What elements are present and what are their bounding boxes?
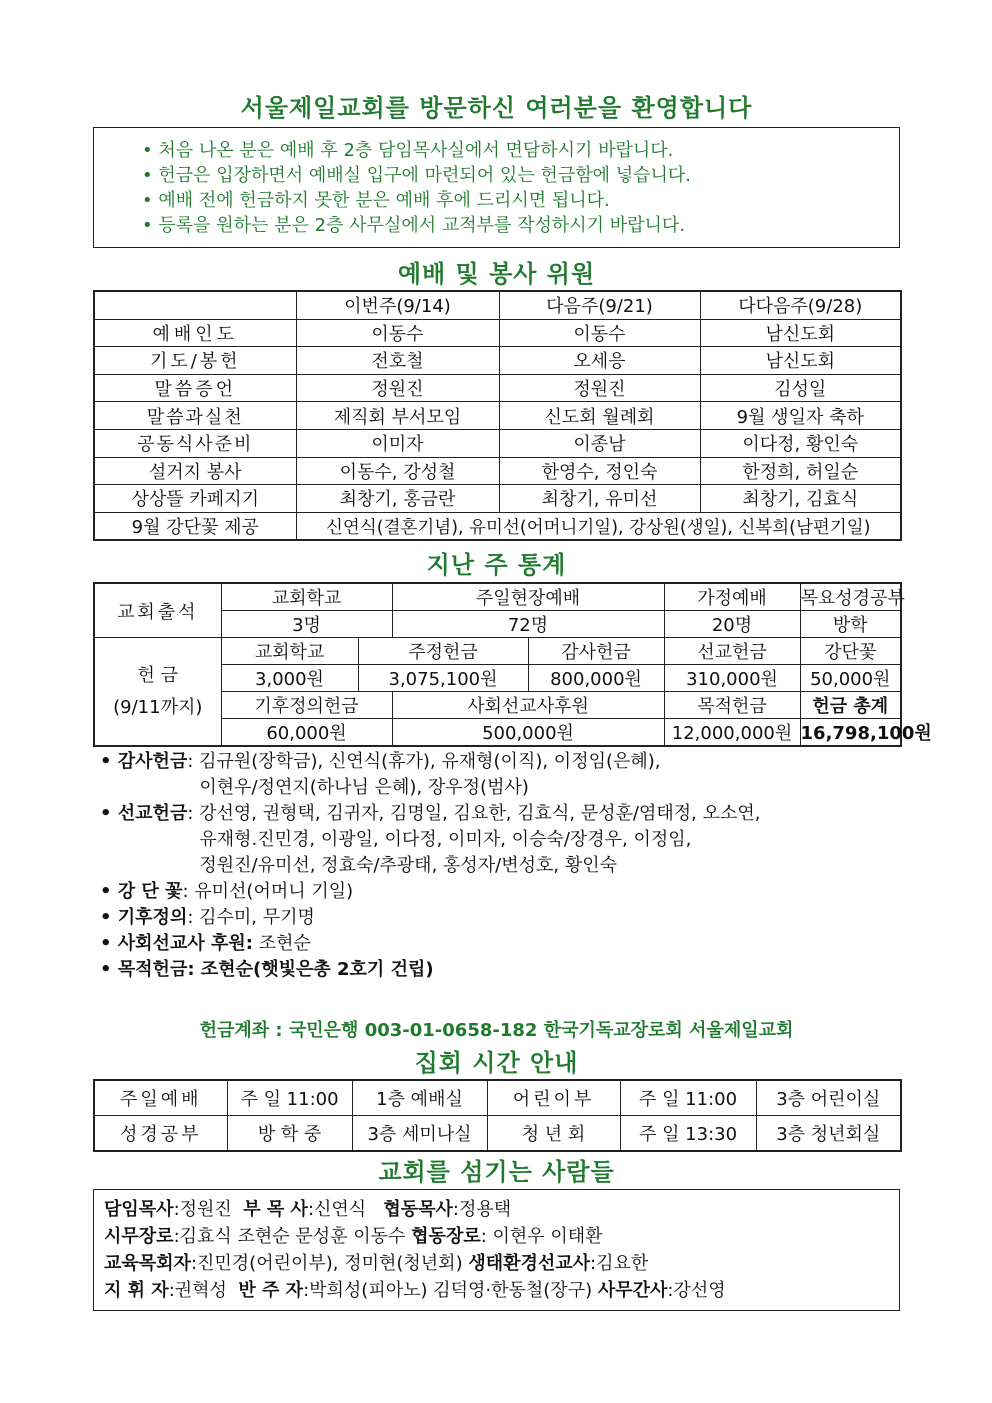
cell: 신도회 월례회 — [499, 402, 700, 430]
welcome-list — [94, 128, 899, 238]
row-label: 공동식사준비 — [94, 429, 296, 457]
cell: 한정희, 허일순 — [700, 457, 901, 485]
note-thanks: • 감사헌금 : 김규원(장학금), 신연식(휴가), 유재형(이직), 이정임(은혜), 이현우/정연지(하나님 은혜), 장우정(범사) — [100, 749, 900, 801]
header-cell: 다음주(9/21) — [499, 291, 700, 319]
staff-names: :권혁성 — [168, 1280, 239, 1301]
staff-line — [104, 1250, 899, 1277]
service-title: 예배 및 봉사 위원 — [397, 260, 596, 288]
cell: 3층 세미나실 — [352, 1116, 487, 1152]
note-flower: • 강 단 꽃 : 유미선(어머니 기일) — [100, 879, 900, 905]
header-cell: 강단꽃 — [800, 638, 901, 665]
table-row — [94, 457, 901, 485]
cell: 800,000원 — [528, 665, 664, 692]
staff-role: 교육목회자 — [104, 1253, 191, 1274]
staff-names: : 이현우 이태환 — [480, 1226, 603, 1247]
staff-role: 협동장로 — [411, 1226, 481, 1247]
header-cell: 사회선교사후원 — [392, 692, 664, 719]
meeting-table — [93, 1079, 902, 1152]
cell: 이동수 — [499, 319, 700, 347]
stats-table — [93, 582, 932, 747]
table-row — [94, 402, 901, 430]
header-cell: 감사헌금 — [528, 638, 664, 665]
cell: 이미자 — [296, 429, 499, 457]
cell: 남신도회 — [700, 347, 901, 375]
welcome-item: • 등록을 원하는 분은 2층 사무실에서 교적부를 작성하시기 바랍니다. — [142, 213, 899, 238]
cell: 3층 청년회실 — [756, 1116, 901, 1152]
staff-line — [104, 1196, 899, 1223]
table-row — [94, 1116, 901, 1152]
cell: 3,075,100원 — [358, 665, 528, 692]
staff-names: :강선영 — [667, 1280, 726, 1301]
staff-role: 생태환경선교사 — [468, 1253, 591, 1274]
row-label: 예배인도 — [94, 319, 296, 347]
note-text: : 김수미, 무기명 — [187, 907, 315, 928]
offering-notes — [100, 749, 900, 983]
cell: 50,000원 — [800, 665, 901, 692]
table-row — [94, 374, 901, 402]
table-row — [94, 485, 901, 513]
attendance-label: 교회출석 — [94, 583, 221, 638]
account-info: 헌금계좌 : 국민은행 003-01-0658-182 한국기독교장로회 서울제일교회 — [199, 1020, 794, 1041]
staff-role: 부 목 사 — [243, 1199, 308, 1220]
note-text: 조현순(햇빛은총 2호기 건립) — [194, 959, 434, 980]
row-label: 설거지 봉사 — [94, 457, 296, 485]
header-cell: 기후정의헌금 — [221, 692, 392, 719]
staff-names: :김요한 — [590, 1253, 649, 1274]
header-cell: 선교헌금 — [664, 638, 800, 665]
header-cell: 가정예배 — [664, 583, 800, 611]
table-row — [94, 512, 901, 540]
note-label: 목적헌금: — [117, 959, 195, 980]
staff-role: 사무간사 — [597, 1280, 668, 1301]
cell: 9월 생일자 축하 — [700, 402, 901, 430]
cell: 김성일 — [700, 374, 901, 402]
staff-box — [93, 1189, 900, 1311]
stats-title: 지난 주 통계 — [426, 551, 567, 579]
cell: 최창기, 김효식 — [700, 485, 901, 513]
table-row — [94, 429, 901, 457]
header-cell: 목적헌금 — [664, 692, 800, 719]
header-cell: 다다음주(9/28) — [700, 291, 901, 319]
table-row — [94, 1080, 901, 1116]
cell: 한영수, 정인숙 — [499, 457, 700, 485]
cell: 성경공부 — [94, 1116, 227, 1152]
staff-role: 담임목사 — [104, 1199, 174, 1220]
note-purpose: • 목적헌금: 조현순(햇빛은총 2호기 건립) — [100, 957, 900, 983]
staff-names: :정원진 — [173, 1199, 244, 1220]
staff-role: 협동목사 — [383, 1199, 453, 1220]
cell: 최창기, 홍금란 — [296, 485, 499, 513]
note-label: 사회선교사 후원: — [117, 933, 253, 954]
cell: 정원진 — [499, 374, 700, 402]
cell: 500,000원 — [392, 719, 664, 747]
header-cell: 주일현장예배 — [392, 583, 664, 611]
header-cell: 교회학교 — [221, 638, 358, 665]
cell: 1층 예배실 — [352, 1080, 487, 1116]
cell: 3,000원 — [221, 665, 358, 692]
note-text: : 유미선(어머니 기일) — [182, 881, 354, 902]
staff-line — [104, 1223, 899, 1250]
staff-role: 지 휘 자 — [104, 1280, 169, 1301]
staff-names: :김효식 조현순 문성훈 이동수 — [173, 1226, 412, 1247]
staff-list — [94, 1190, 899, 1304]
welcome-item: • 처음 나온 분은 예배 후 2층 담임목사실에서 면담하시기 바랍니다. — [142, 138, 899, 163]
header-cell: 주정헌금 — [358, 638, 528, 665]
header-cell: 교회학교 — [221, 583, 392, 611]
header-cell: 헌금 총계 — [800, 692, 901, 719]
note-label: 강 단 꽃 — [117, 881, 183, 902]
row-label: 말씀증언 — [94, 374, 296, 402]
cell: 3명 — [221, 611, 392, 638]
cell: 주일예배 — [94, 1080, 227, 1116]
cell: 이종남 — [499, 429, 700, 457]
service-table — [93, 290, 902, 541]
note-text: 이현우/정연지(하나님 은혜), 장우정(범사) — [199, 777, 529, 798]
note-label: 선교헌금 — [117, 803, 188, 824]
note-text: : 강선영, 권형택, 김귀자, 김명일, 김요한, 김효식, 문성훈/염태정, 오소연, — [187, 803, 761, 824]
header-cell: 목요성경공부 — [800, 583, 901, 611]
cell: 남신도회 — [700, 319, 901, 347]
cell: 오세응 — [499, 347, 700, 375]
staff-role: 시무장로 — [104, 1226, 174, 1247]
offering-title: 헌 금 — [137, 664, 178, 686]
note-label: 감사헌금 — [117, 751, 188, 772]
table-row — [94, 347, 901, 375]
staff-role: 반 주 자 — [238, 1280, 304, 1301]
staff-title: 교회를 섬기는 사람들 — [378, 1158, 615, 1186]
cell: 제직회 부서모임 — [296, 402, 499, 430]
welcome-box — [93, 127, 900, 248]
cell: 12,000,000원 — [664, 719, 800, 747]
row-label: 9월 강단꽃 제공 — [94, 512, 296, 540]
row-label: 기도/봉헌 — [94, 347, 296, 375]
note-mission: • 선교헌금 : 강선영, 권형택, 김귀자, 김명일, 김요한, 김효식, 문성훈/염태정, 오소연, 유재형.진민경, 이광일, 이다정, 이미자, 이승숙/장경우, 이정임, 정원진/유미선, 정효숙/추광태, 홍성자/변성호, 황인숙 — [100, 801, 900, 879]
cell: 어린이부 — [487, 1080, 620, 1116]
cell: 이동수, 강성철 — [296, 457, 499, 485]
staff-names: :신연식 — [307, 1199, 384, 1220]
cell: 주 일 13:30 — [620, 1116, 756, 1152]
cell: 청 년 회 — [487, 1116, 620, 1152]
cell: 20명 — [664, 611, 800, 638]
cell: 전호철 — [296, 347, 499, 375]
note-label: 기후정의 — [117, 907, 188, 928]
cell: 이동수 — [296, 319, 499, 347]
note-text: : 김규원(장학금), 신연식(휴가), 유재형(이직), 이정임(은혜), — [187, 751, 661, 772]
cell: 방 학 중 — [227, 1116, 352, 1152]
welcome-item: • 헌금은 입장하면서 예배실 입구에 마련되어 있는 헌금함에 넣습니다. — [142, 163, 899, 188]
cell: 방학 — [800, 611, 901, 638]
welcome-title: 서울제일교회를 방문하신 여러분을 환영합니다 — [240, 94, 753, 122]
staff-names: :진민경(어린이부), 정미현(청년회) — [190, 1253, 469, 1274]
table-header-row — [94, 291, 901, 319]
note-text: 조현순 — [252, 933, 311, 954]
note-text: 정원진/유미선, 정효숙/추광태, 홍성자/변성호, 황인숙 — [199, 855, 618, 876]
header-cell: 이번주(9/14) — [296, 291, 499, 319]
staff-line — [104, 1277, 899, 1304]
staff-names: :박희성(피아노) 김덕영·한동철(장구) — [303, 1280, 598, 1301]
row-label: 말씀과실천 — [94, 402, 296, 430]
note-social: • 사회선교사 후원: 조현순 — [100, 931, 900, 957]
cell: 정원진 — [296, 374, 499, 402]
cell: 이다정, 황인숙 — [700, 429, 901, 457]
note-climate: • 기후정의 : 김수미, 무기명 — [100, 905, 900, 931]
offering-period: (9/11까지) — [113, 696, 203, 718]
cell: 60,000원 — [221, 719, 392, 747]
offering-label — [94, 638, 221, 747]
cell: 주 일 11:00 — [227, 1080, 352, 1116]
row-label: 상상뜰 카페지기 — [94, 485, 296, 513]
header-cell — [94, 291, 296, 319]
staff-names: :정용택 — [452, 1199, 512, 1220]
cell: 최창기, 유미선 — [499, 485, 700, 513]
welcome-item: • 예배 전에 헌금하지 못한 분은 예배 후에 드리시면 됩니다. — [142, 188, 899, 213]
cell: 3층 어린이실 — [756, 1080, 901, 1116]
table-row — [94, 319, 901, 347]
total-cell: 16,798,100원 — [800, 719, 901, 747]
note-text: 유재형.진민경, 이광일, 이다정, 이미자, 이승숙/장경우, 이정임, — [199, 829, 692, 850]
flower-cell: 신연식(결혼기념), 유미선(어머니기일), 강상원(생일), 신복희(남편기일) — [296, 512, 901, 540]
cell: 310,000원 — [664, 665, 800, 692]
cell: 주 일 11:00 — [620, 1080, 756, 1116]
cell: 72명 — [392, 611, 664, 638]
meeting-title: 집회 시간 안내 — [414, 1049, 579, 1077]
